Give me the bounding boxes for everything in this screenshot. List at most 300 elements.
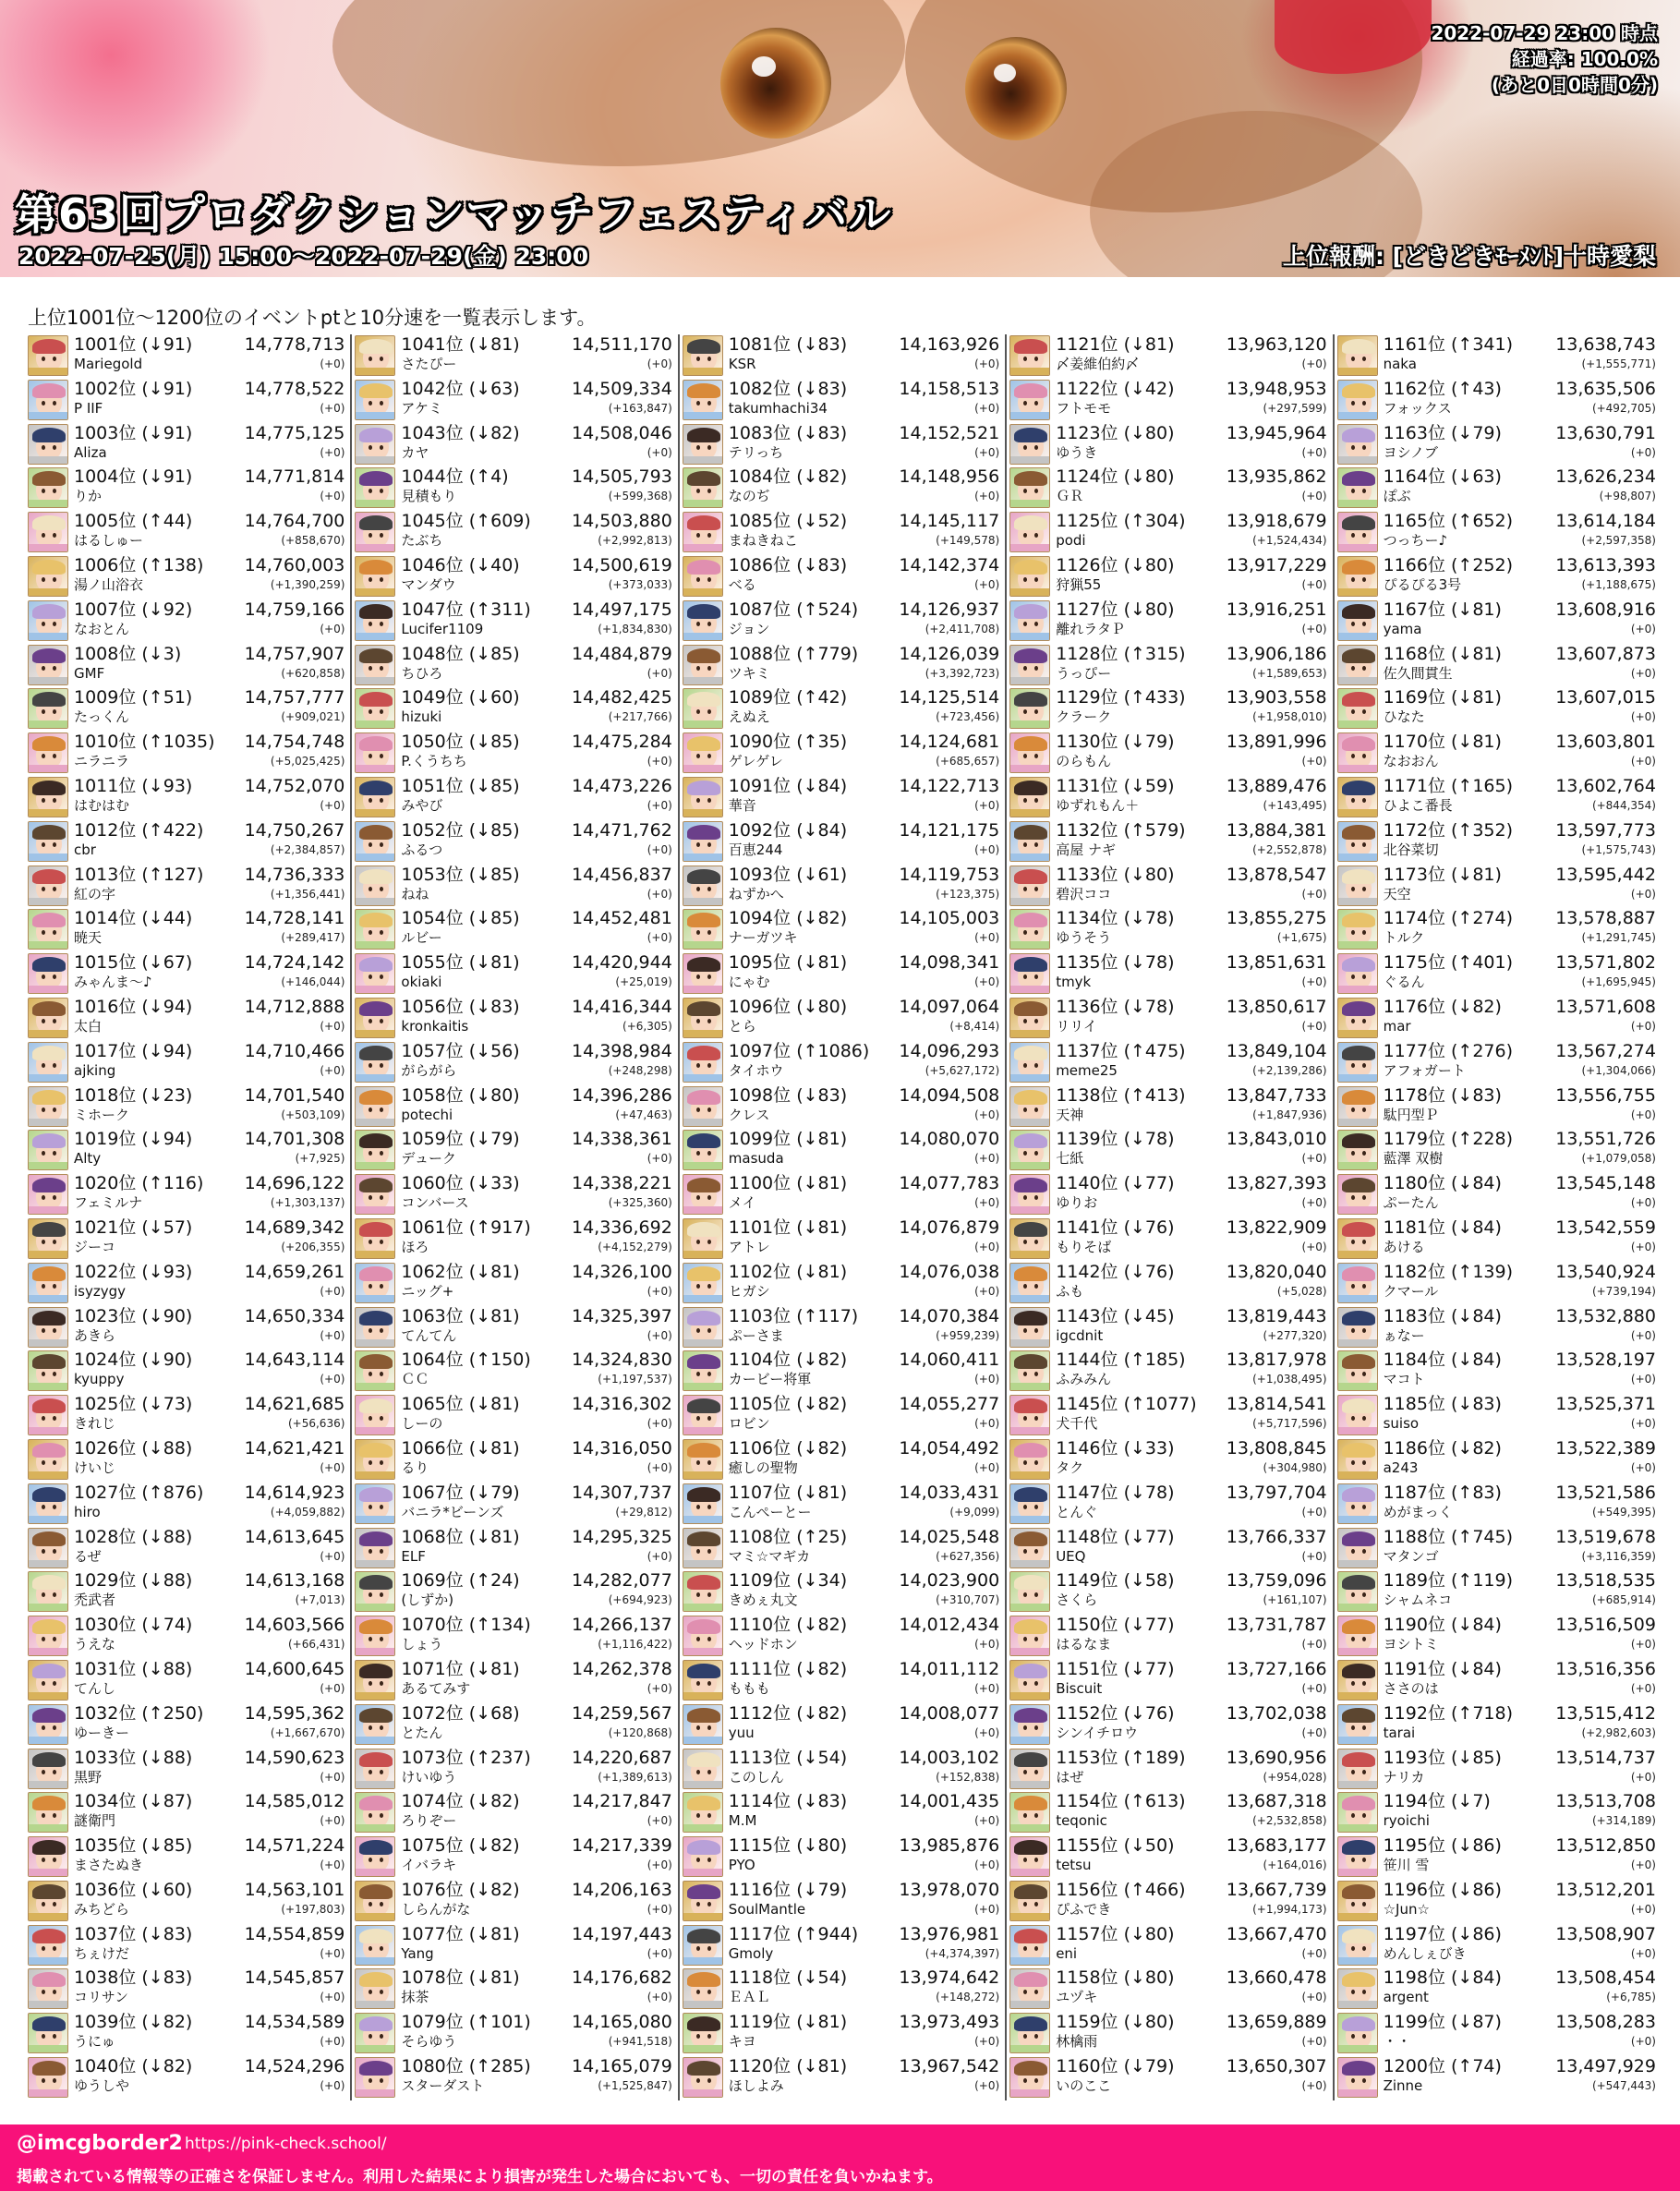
idol-avatar-icon xyxy=(1009,1042,1050,1083)
event-points: 14,752,070 xyxy=(244,775,345,796)
ten-minute-speed: (+0) xyxy=(1301,755,1327,769)
rank-label: 1138位 (↑413) xyxy=(1056,1084,1186,1106)
event-points: 13,917,229 xyxy=(1226,554,1327,575)
ten-minute-speed: (+0) xyxy=(647,1902,672,1916)
ranking-entry xyxy=(355,466,671,511)
event-points: 13,849,104 xyxy=(1226,1040,1327,1061)
ranking-column xyxy=(352,334,679,2100)
player-name: P IIF xyxy=(74,399,103,417)
rank-label: 1090位 (↑35) xyxy=(728,732,848,753)
idol-avatar-icon xyxy=(683,467,723,508)
ten-minute-speed: (+0) xyxy=(974,1417,1000,1431)
ranking-entry xyxy=(28,1835,344,1880)
event-points: 13,630,791 xyxy=(1555,422,1656,443)
ten-minute-speed: (+0) xyxy=(1630,1108,1656,1121)
event-points: 14,325,397 xyxy=(572,1305,672,1326)
event-points: 13,607,015 xyxy=(1555,687,1656,708)
ten-minute-speed: (+325,360) xyxy=(608,1196,672,1210)
ranking-entry xyxy=(1337,423,1656,467)
player-name: カヤ xyxy=(401,443,429,461)
idol-avatar-icon xyxy=(1009,1881,1050,1921)
player-name: 暁天 xyxy=(74,929,103,947)
player-name: 佐久間貫生 xyxy=(1383,664,1453,682)
player-name: えぬえ xyxy=(728,708,770,726)
rank-label: 1144位 (↑185) xyxy=(1056,1350,1186,1371)
rank-label: 1173位 (↓81) xyxy=(1383,864,1502,885)
ranking-entry xyxy=(683,511,999,555)
ranking-entry xyxy=(1009,1438,1326,1483)
player-name: ふるつ xyxy=(401,841,443,858)
ten-minute-speed: (+1,834,830) xyxy=(598,622,672,636)
idol-avatar-icon xyxy=(355,1968,395,2009)
ranking-entry xyxy=(1009,1703,1326,1748)
ten-minute-speed: (+0) xyxy=(974,1814,1000,1828)
ten-minute-speed: (+0) xyxy=(1630,1770,1656,1784)
ranking-column xyxy=(680,334,1007,2100)
rank-label: 1060位 (↓33) xyxy=(401,1173,520,1194)
idol-avatar-icon xyxy=(1009,1439,1050,1480)
ranking-entry xyxy=(28,997,344,1041)
event-points: 13,935,862 xyxy=(1226,466,1327,488)
player-name: ☆Jun☆ xyxy=(1383,1900,1430,1918)
ranking-entry xyxy=(1009,2012,1326,2056)
ranking-entry xyxy=(355,1748,671,1792)
ten-minute-speed: (+304,980) xyxy=(1263,1460,1327,1474)
idol-avatar-icon xyxy=(683,1439,723,1480)
player-name: しょう xyxy=(401,1636,443,1653)
ranking-entry xyxy=(1009,1835,1326,1880)
ten-minute-speed: (+0) xyxy=(1301,2079,1327,2093)
player-name: ELF xyxy=(401,1547,426,1565)
ranking-entry xyxy=(1337,511,1656,555)
player-name: ひよこ番長 xyxy=(1383,796,1453,814)
rank-label: 1180位 (↓84) xyxy=(1383,1173,1502,1194)
idol-avatar-icon xyxy=(683,777,723,817)
player-name: KSR xyxy=(728,356,756,372)
event-points: 14,165,079 xyxy=(572,2056,672,2077)
ranking-entry xyxy=(355,776,671,820)
ranking-entry xyxy=(1337,820,1656,865)
player-name: ジーコ xyxy=(74,1238,116,1255)
ten-minute-speed: (+56,636) xyxy=(287,1417,345,1431)
player-name: Yang xyxy=(401,1944,434,1962)
idol-avatar-icon xyxy=(683,998,723,1038)
idol-avatar-icon xyxy=(28,866,68,906)
event-points: 14,534,589 xyxy=(244,2012,345,2033)
player-name: るぜ xyxy=(74,1547,102,1565)
ten-minute-speed: (+909,021) xyxy=(281,710,345,724)
event-points: 14,098,341 xyxy=(899,952,1000,974)
event-points: 13,667,739 xyxy=(1226,1879,1327,1900)
ten-minute-speed: (+0) xyxy=(647,1152,672,1166)
ten-minute-speed: (+0) xyxy=(1630,1946,1656,1960)
ranking-entry xyxy=(1337,1880,1656,1924)
event-points: 13,532,880 xyxy=(1555,1305,1656,1326)
player-name: 高屋 ナギ xyxy=(1056,841,1116,858)
event-points: 14,701,308 xyxy=(244,1129,345,1150)
rank-label: 1052位 (↓85) xyxy=(401,819,520,841)
rank-label: 1105位 (↓82) xyxy=(728,1394,848,1415)
ranking-entry xyxy=(1337,1570,1656,1615)
ranking-entry xyxy=(28,2056,344,2100)
player-name: ヘッドホン xyxy=(728,1636,798,1653)
player-name: ぴるぴる3号 xyxy=(1383,575,1462,593)
ranking-entry xyxy=(355,379,671,423)
idol-avatar-icon xyxy=(355,645,395,685)
ten-minute-speed: (+739,194) xyxy=(1591,1284,1656,1298)
ten-minute-speed: (+599,368) xyxy=(608,490,672,503)
ranking-entry xyxy=(28,1703,344,1748)
ten-minute-speed: (+0) xyxy=(974,1284,1000,1298)
rank-label: 1150位 (↓77) xyxy=(1056,1615,1175,1636)
event-points: 14,220,687 xyxy=(572,1747,672,1768)
event-points: 13,512,201 xyxy=(1555,1879,1656,1900)
site-link[interactable]: https://pink-check.school/ xyxy=(185,2135,387,2153)
event-points: 13,613,393 xyxy=(1555,554,1656,575)
event-points: 13,851,631 xyxy=(1226,952,1327,974)
idol-avatar-icon xyxy=(355,1483,395,1524)
ranking-entry xyxy=(28,776,344,820)
event-points: 14,060,411 xyxy=(899,1350,1000,1371)
idol-avatar-icon xyxy=(28,1350,68,1391)
player-name: みやび xyxy=(401,796,443,814)
rank-label: 1040位 (↓82) xyxy=(74,2056,193,2077)
ranking-entry xyxy=(1337,2056,1656,2100)
idol-avatar-icon xyxy=(1009,821,1050,862)
idol-avatar-icon xyxy=(1337,1749,1378,1789)
idol-avatar-icon xyxy=(28,424,68,465)
rank-label: 1012位 (↑422) xyxy=(74,819,204,841)
event-points: 14,603,566 xyxy=(244,1615,345,1636)
event-points: 14,008,077 xyxy=(899,1702,1000,1724)
player-name: ほしよみ xyxy=(728,2077,784,2095)
event-points: 14,613,645 xyxy=(244,1526,345,1547)
idol-avatar-icon xyxy=(28,335,68,376)
ten-minute-speed: (+163,847) xyxy=(608,401,672,415)
rank-label: 1164位 (↓63) xyxy=(1383,466,1502,488)
ranking-entry xyxy=(683,1527,999,1571)
idol-avatar-icon xyxy=(1009,688,1050,729)
rank-label: 1101位 (↓81) xyxy=(728,1217,848,1238)
event-points: 13,571,802 xyxy=(1555,952,1656,974)
idol-avatar-icon xyxy=(683,600,723,641)
event-banner xyxy=(0,0,1680,277)
event-points: 14,750,267 xyxy=(244,819,345,841)
ten-minute-speed: (+1,525,847) xyxy=(598,2079,672,2093)
rank-label: 1077位 (↓81) xyxy=(401,1923,520,1944)
ten-minute-speed: (+0) xyxy=(320,1946,345,1960)
ranking-entry xyxy=(1337,908,1656,952)
idol-avatar-icon xyxy=(355,1439,395,1480)
event-points: 14,545,857 xyxy=(244,1967,345,1989)
ranking-entry xyxy=(1337,1217,1656,1262)
player-name: eni xyxy=(1056,1944,1078,1962)
ranking-entry xyxy=(28,599,344,644)
idol-avatar-icon xyxy=(28,1616,68,1656)
ten-minute-speed: (+0) xyxy=(647,445,672,459)
ranking-entry xyxy=(28,820,344,865)
rank-label: 1093位 (↓61) xyxy=(728,864,848,885)
rank-label: 1046位 (↓40) xyxy=(401,554,520,575)
ten-minute-speed: (+0) xyxy=(1630,1681,1656,1695)
ten-minute-speed: (+0) xyxy=(974,1152,1000,1166)
idol-avatar-icon xyxy=(355,1571,395,1612)
ten-minute-speed: (+0) xyxy=(647,798,672,812)
event-points: 14,012,434 xyxy=(899,1615,1000,1636)
ten-minute-speed: (+0) xyxy=(320,798,345,812)
ten-minute-speed: (+197,803) xyxy=(281,1902,345,1916)
event-points: 13,551,726 xyxy=(1555,1129,1656,1150)
player-name: ねね xyxy=(401,885,429,902)
player-name: コリサン xyxy=(74,1989,128,2006)
twitter-handle-link[interactable]: @imcgborder2 xyxy=(17,2132,183,2155)
ten-minute-speed: (+0) xyxy=(320,445,345,459)
player-name: ゆうき xyxy=(1056,443,1098,461)
idol-avatar-icon xyxy=(1337,2013,1378,2053)
event-points: 14,124,681 xyxy=(899,732,1000,753)
ranking-entry xyxy=(28,379,344,423)
ranking-entry xyxy=(355,1880,671,1924)
player-name: あきら xyxy=(74,1326,116,1344)
event-points: 14,316,302 xyxy=(572,1394,672,1415)
player-name: ・・ xyxy=(1383,2033,1411,2051)
ten-minute-speed: (+0) xyxy=(320,357,345,370)
rank-label: 1047位 (↑311) xyxy=(401,599,531,620)
idol-avatar-icon xyxy=(1009,2013,1050,2053)
ten-minute-speed: (+0) xyxy=(974,1638,1000,1652)
ranking-entry xyxy=(683,2012,999,2056)
player-name: tetsu xyxy=(1056,1857,1092,1874)
player-name: GMF xyxy=(74,664,105,682)
idol-avatar-icon xyxy=(355,953,395,994)
ten-minute-speed: (+2,532,858) xyxy=(1252,1814,1327,1828)
player-name: igcdnit xyxy=(1056,1326,1104,1344)
ten-minute-speed: (+547,443) xyxy=(1591,2079,1656,2093)
ranking-entry xyxy=(28,334,344,379)
event-points: 13,602,764 xyxy=(1555,775,1656,796)
ranking-entry xyxy=(683,466,999,511)
rank-label: 1087位 (↑524) xyxy=(728,599,859,620)
rank-label: 1103位 (↑117) xyxy=(728,1305,859,1326)
player-name: ほろ xyxy=(401,1238,429,1255)
event-points: 13,978,070 xyxy=(899,1879,1000,1900)
ranking-entry xyxy=(28,1967,344,2012)
player-name: ぷーさま xyxy=(728,1326,784,1344)
player-name: ニラニラ xyxy=(74,753,130,770)
ranking-entry xyxy=(355,1570,671,1615)
ten-minute-speed: (+1,847,936) xyxy=(1252,1108,1327,1121)
idol-avatar-icon xyxy=(355,998,395,1038)
idol-avatar-icon xyxy=(1009,777,1050,817)
ranking-entry xyxy=(1337,379,1656,423)
ranking-entry xyxy=(355,997,671,1041)
idol-avatar-icon xyxy=(355,688,395,729)
event-points: 13,638,743 xyxy=(1555,334,1656,355)
player-name: ねずかへ xyxy=(728,885,784,902)
idol-avatar-icon xyxy=(1337,1218,1378,1259)
ranking-entry xyxy=(683,865,999,909)
event-points: 14,500,619 xyxy=(572,554,672,575)
ranking-entry xyxy=(683,1129,999,1173)
player-name: 犬千代 xyxy=(1056,1415,1098,1433)
event-points: 14,126,039 xyxy=(899,643,1000,664)
rank-label: 1195位 (↓86) xyxy=(1383,1835,1502,1857)
ranking-entry xyxy=(1337,1306,1656,1350)
ten-minute-speed: (+844,354) xyxy=(1591,798,1656,812)
ten-minute-speed: (+0) xyxy=(647,1328,672,1342)
ten-minute-speed: (+0) xyxy=(974,975,1000,989)
ranking-grid xyxy=(25,334,1662,2100)
ten-minute-speed: (+373,033) xyxy=(608,577,672,591)
ranking-entry xyxy=(1009,511,1326,555)
idol-avatar-icon xyxy=(683,1528,723,1568)
ranking-entry xyxy=(28,952,344,997)
player-name: なおとん xyxy=(74,620,130,637)
rank-label: 1070位 (↑134) xyxy=(401,1615,531,1636)
event-points: 13,827,393 xyxy=(1226,1173,1327,1194)
idol-avatar-icon xyxy=(1337,424,1378,465)
character-eye-right-image xyxy=(965,37,1067,140)
event-points: 14,326,100 xyxy=(572,1261,672,1282)
idol-avatar-icon xyxy=(1009,380,1050,420)
player-name: マミ☆マギカ xyxy=(728,1547,811,1565)
idol-avatar-icon xyxy=(355,1307,395,1348)
rank-label: 1119位 (↓81) xyxy=(728,2012,848,2033)
idol-avatar-icon xyxy=(28,1263,68,1303)
event-points: 14,524,296 xyxy=(244,2056,345,2077)
rank-label: 1042位 (↓63) xyxy=(401,378,520,399)
rank-label: 1094位 (↓82) xyxy=(728,908,848,929)
event-points: 14,505,793 xyxy=(572,466,672,488)
ranking-entry xyxy=(1009,1129,1326,1173)
event-points: 13,508,907 xyxy=(1555,1923,1656,1944)
event-points: 13,889,476 xyxy=(1226,775,1327,796)
idol-avatar-icon xyxy=(28,467,68,508)
player-name: ちひろ xyxy=(401,664,443,682)
rank-label: 1005位 (↑44) xyxy=(74,511,193,532)
event-points: 13,817,978 xyxy=(1226,1350,1327,1371)
rank-label: 1033位 (↓88) xyxy=(74,1747,193,1768)
rank-label: 1137位 (↑475) xyxy=(1056,1040,1186,1061)
player-name: ゆずれもん＋ xyxy=(1056,796,1140,814)
ten-minute-speed: (+0) xyxy=(647,1991,672,2004)
idol-avatar-icon xyxy=(1009,998,1050,1038)
ranking-entry xyxy=(1009,644,1326,688)
ten-minute-speed: (+1,589,653) xyxy=(1252,666,1327,680)
event-points: 14,396,286 xyxy=(572,1084,672,1106)
event-points: 14,710,466 xyxy=(244,1040,345,1061)
ranking-entry xyxy=(28,2012,344,2056)
ten-minute-speed: (+0) xyxy=(647,357,672,370)
rank-label: 1199位 (↓87) xyxy=(1383,2012,1502,2033)
ranking-entry xyxy=(1009,997,1326,1041)
ten-minute-speed: (+2,597,358) xyxy=(1581,534,1656,548)
ten-minute-speed: (+0) xyxy=(1630,1460,1656,1474)
ranking-entry xyxy=(1009,1394,1326,1438)
player-name: ふみみん xyxy=(1056,1371,1112,1388)
ten-minute-speed: (+1,695,945) xyxy=(1581,975,1656,989)
event-points: 13,847,733 xyxy=(1226,1084,1327,1106)
ranking-entry xyxy=(28,466,344,511)
ten-minute-speed: (+4,152,279) xyxy=(598,1240,672,1253)
ten-minute-speed: (+98,807) xyxy=(1599,490,1656,503)
event-points: 14,206,163 xyxy=(572,1879,672,1900)
player-name: マコト xyxy=(1383,1371,1425,1388)
rank-label: 1008位 (↓3) xyxy=(74,643,182,664)
idol-avatar-icon xyxy=(1009,645,1050,685)
ten-minute-speed: (+5,717,596) xyxy=(1252,1417,1327,1431)
player-name: ルビー xyxy=(401,929,442,947)
ranking-entry xyxy=(1337,952,1656,997)
player-name: デューク xyxy=(401,1150,456,1168)
idol-avatar-icon xyxy=(355,732,395,773)
player-name: ryoichi xyxy=(1383,1812,1430,1830)
idol-avatar-icon xyxy=(1337,1130,1378,1170)
ranking-entry xyxy=(683,1350,999,1394)
player-name: とんぐ xyxy=(1056,1503,1098,1520)
rank-label: 1053位 (↓85) xyxy=(401,864,520,885)
ranking-entry xyxy=(355,908,671,952)
player-name: ユヅキ xyxy=(1056,1989,1098,2006)
player-name: Alty xyxy=(74,1150,102,1168)
idol-avatar-icon xyxy=(1009,556,1050,597)
ranking-entry xyxy=(1337,1262,1656,1306)
rank-label: 1013位 (↑127) xyxy=(74,864,204,885)
event-points: 13,903,558 xyxy=(1226,687,1327,708)
ten-minute-speed: (+0) xyxy=(647,1858,672,1872)
rank-label: 1133位 (↓80) xyxy=(1056,864,1175,885)
rank-label: 1003位 (↓91) xyxy=(74,422,193,443)
rank-label: 1023位 (↓90) xyxy=(74,1305,193,1326)
ranking-entry xyxy=(28,1527,344,1571)
player-name: はるしゅー xyxy=(74,532,144,550)
rank-label: 1109位 (↓34) xyxy=(728,1570,848,1592)
ten-minute-speed: (+492,705) xyxy=(1591,401,1656,415)
ten-minute-speed: (+161,107) xyxy=(1263,1593,1327,1607)
event-points: 14,754,748 xyxy=(244,732,345,753)
player-name: ゲレゲレ xyxy=(728,753,783,770)
player-name: しらんがな xyxy=(401,1900,471,1918)
rank-label: 1092位 (↓84) xyxy=(728,819,848,841)
player-name: 謎衛門 xyxy=(74,1812,116,1830)
ranking-entry xyxy=(355,1924,671,1968)
ten-minute-speed: (+627,356) xyxy=(936,1549,1000,1563)
event-points: 14,338,221 xyxy=(572,1173,672,1194)
ranking-entry xyxy=(28,908,344,952)
ten-minute-speed: (+0) xyxy=(974,1108,1000,1121)
player-name: ぷーたん xyxy=(1383,1194,1439,1212)
rank-label: 1063位 (↓81) xyxy=(401,1305,520,1326)
idol-avatar-icon xyxy=(1337,1571,1378,1612)
rank-label: 1010位 (↑1035) xyxy=(74,732,215,753)
rank-label: 1117位 (↑944) xyxy=(728,1923,859,1944)
ranking-entry xyxy=(1337,644,1656,688)
ten-minute-speed: (+277,320) xyxy=(1263,1328,1327,1342)
rank-label: 1161位 (↑341) xyxy=(1383,334,1513,355)
event-points: 14,482,425 xyxy=(572,687,672,708)
ranking-entry xyxy=(1009,1041,1326,1085)
player-name: 華音 xyxy=(728,796,756,814)
event-points: 14,775,125 xyxy=(244,422,345,443)
ten-minute-speed: (+7,013) xyxy=(295,1593,345,1607)
rank-label: 1174位 (↑274) xyxy=(1383,908,1513,929)
idol-avatar-icon xyxy=(1009,866,1050,906)
ranking-entry xyxy=(1337,1967,1656,2012)
event-points: 14,033,431 xyxy=(899,1482,1000,1503)
idol-avatar-icon xyxy=(683,1616,723,1656)
ranking-entry xyxy=(355,2012,671,2056)
ten-minute-speed: (+0) xyxy=(320,1858,345,1872)
